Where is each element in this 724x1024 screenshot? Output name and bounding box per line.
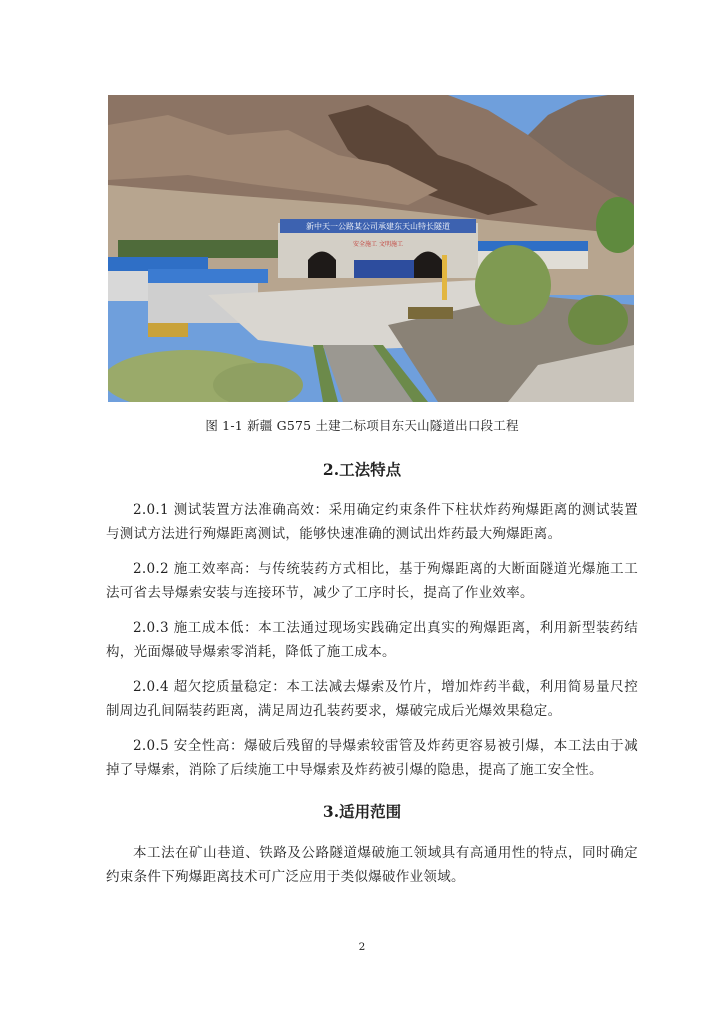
photo-portal-sign-text: 新中天一公路某公司承建东天山特长隧道 — [306, 222, 450, 231]
paragraph-feature-3: 2.0.3 施工成本低：本工法通过现场实践确定出真实的殉爆距离，利用新型装药结构，光面爆破导爆索零消耗，降低了施工成本。 — [106, 620, 638, 660]
paragraph-scope: 本工法在矿山巷道、铁路及公路隧道爆破施工领域具有高通用性的特点，同时确定约束条件下殉爆距离技术可广泛应用于类似爆破作业领域。 — [106, 845, 638, 885]
paragraph-feature-1: 2.0.1 测试装置方法准确高效：采用确定约束条件下柱状炸药殉爆距离的测试装置与测试方法进行殉爆距离测试，能够快速准确的测试出炸药最大殉爆距离。 — [106, 502, 638, 542]
photo-machine-right — [408, 307, 453, 319]
paragraph-feature-4: 2.0.4 超欠挖质量稳定：本工法减去爆索及竹片，增加炸药半截，利用简易量尺控制周边孔间隔装药距离，满足周边孔装药要求，爆破完成后光爆效果稳定。 — [106, 679, 638, 719]
photo-building-right-roof — [478, 241, 588, 251]
photo-building-mid-roof — [148, 269, 268, 283]
section-title-scope: 3.适用范围 — [322, 802, 402, 821]
photo-gate — [354, 260, 414, 278]
photo-portal-banner-text: 安全施工 文明施工 — [353, 241, 403, 248]
photo-tree-right-2 — [568, 295, 628, 345]
photo-hedge — [118, 240, 278, 258]
page-number: 2 — [358, 941, 366, 953]
photo-tree-right — [475, 245, 551, 325]
paragraph-feature-2: 2.0.2 施工效率高：与传统装药方式相比，基于殉爆距离的大断面隧道光爆施工工法可省去导爆索安装与连接环节，减少了工序时长，提高了作业效率。 — [106, 561, 638, 601]
photo-building-left-roof — [108, 257, 208, 271]
figure-caption: 图 1-1 新疆 G575 土建二标项目东天山隧道出口段工程 — [205, 418, 519, 433]
paragraph-feature-5: 2.0.5 安全性高：爆破后残留的导爆索较雷管及炸药更容易被引爆，本工法由于减掉了导爆索，消除了后续施工中导爆索及炸药被引爆的隐患，提高了施工安全性。 — [106, 738, 638, 778]
photo-machine-left — [148, 323, 188, 337]
photo-light-tower — [442, 255, 447, 300]
tunnel-site-photo — [108, 95, 634, 402]
section-title-features: 2.工法特点 — [322, 460, 402, 479]
